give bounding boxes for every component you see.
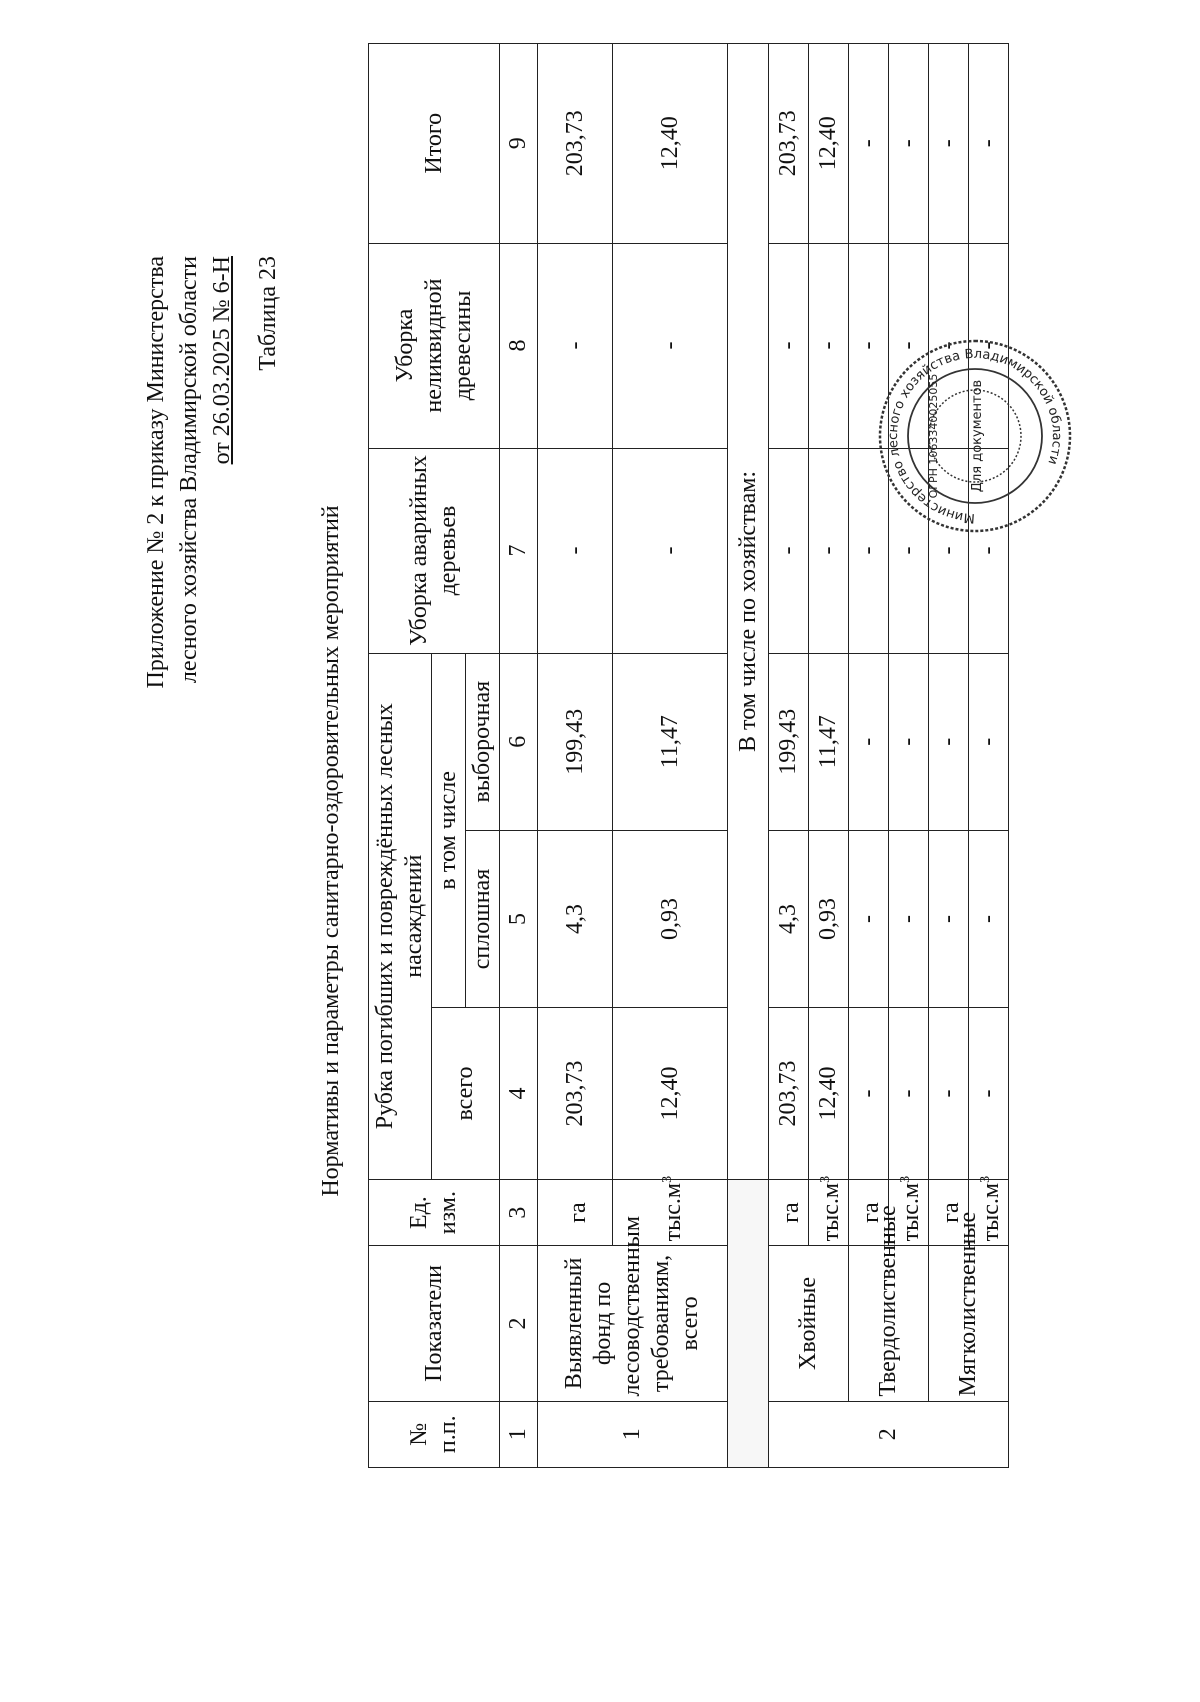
row-label: Хвойные [769, 1246, 849, 1401]
document-header [140, 256, 239, 688]
value-cell: - [849, 243, 889, 448]
value-cell: - [969, 448, 1009, 653]
value-cell: - [929, 448, 969, 653]
header-line-3: от 26.03.2025 № 6-Н [209, 256, 235, 465]
table-number: Таблица 23 [255, 256, 281, 371]
value-cell: 12,40 [613, 1008, 728, 1180]
value-cell: - [969, 653, 1009, 830]
value-cell: - [849, 44, 889, 244]
header-felling: Рубка погибших и повреждённых лесных насаждений [369, 653, 432, 1179]
header-line-1: Приложение № 2 к приказу Министерства [143, 256, 169, 689]
unit-text: тыс.м [818, 1182, 844, 1242]
header-selective: выборочная [466, 653, 500, 830]
unit-text: га [858, 1202, 884, 1223]
header-unit: Ед. изм. [369, 1179, 500, 1245]
value-cell: - [929, 243, 969, 448]
value-cell: - [889, 44, 929, 244]
unit-superscript: 3 [898, 1175, 913, 1183]
table-row [538, 44, 613, 1468]
value-cell: - [809, 448, 849, 653]
unit-cell [809, 1175, 849, 1245]
column-number-cell: 5 [500, 830, 538, 1007]
value-cell: - [613, 243, 728, 448]
value-cell: - [889, 653, 929, 830]
value-cell: 0,93 [809, 830, 849, 1007]
unit-cell [769, 1179, 809, 1245]
value-cell: - [809, 243, 849, 448]
value-cell: 203,73 [538, 1008, 613, 1180]
header-indicators: Показатели [369, 1246, 500, 1401]
value-cell: 12,40 [809, 44, 849, 244]
value-cell: - [849, 653, 889, 830]
value-cell: - [969, 1008, 1009, 1180]
header-clear: сплошная [466, 830, 500, 1007]
table-row [769, 44, 809, 1468]
value-cell: 203,73 [769, 44, 809, 244]
value-cell: 203,73 [538, 44, 613, 244]
column-numbers-row [500, 44, 538, 1468]
value-cell: 199,43 [769, 653, 809, 830]
row-num: 2 [769, 1401, 1009, 1467]
row-label: Мягколиственные [929, 1246, 1009, 1401]
unit-superscript: 3 [978, 1175, 993, 1183]
unit-superscript: 3 [659, 1175, 675, 1183]
column-number-cell: 2 [500, 1246, 538, 1401]
value-cell: - [849, 448, 889, 653]
column-number-cell: 4 [500, 1008, 538, 1180]
unit-text: тыс.м [659, 1182, 686, 1242]
value-cell: 199,43 [538, 653, 613, 830]
header-unliquid: Уборка неликвидной древесины [369, 243, 500, 448]
sanitary-measures-table [368, 43, 1009, 1468]
value-cell: - [849, 830, 889, 1007]
unit-cell [538, 1179, 613, 1245]
stamp-center: Для документов [970, 379, 985, 493]
column-number-cell: 6 [500, 653, 538, 830]
unit-text: га [778, 1202, 804, 1223]
value-cell: 11,47 [809, 653, 849, 830]
unit-text: тыс.м [978, 1182, 1004, 1242]
row-label: Выявленный фонд по лесоводственным требованиям, всего [538, 1246, 728, 1401]
value-cell: - [889, 1008, 929, 1180]
header-line-2: лесного хозяйства Владимирской области [176, 256, 202, 684]
value-cell: - [969, 243, 1009, 448]
unit-superscript: 3 [818, 1175, 833, 1183]
value-cell: - [929, 44, 969, 244]
official-stamp [875, 336, 1075, 536]
value-cell: 12,40 [613, 44, 728, 244]
value-cell: - [929, 830, 969, 1007]
value-cell: - [769, 448, 809, 653]
column-number-cell: 1 [500, 1401, 538, 1467]
row-label: Твердолиственные [849, 1246, 929, 1401]
header-including: в том числе [432, 653, 466, 1008]
value-cell: - [929, 653, 969, 830]
header-emergency: Уборка аварийных деревьев [369, 448, 500, 653]
value-cell: - [889, 830, 929, 1007]
value-cell: - [929, 1008, 969, 1180]
stamp-ring-text: Министерство лесного хозяйства Владимирской области [885, 346, 1065, 526]
value-cell: 4,3 [769, 830, 809, 1007]
column-number-cell: 9 [500, 44, 538, 244]
header-itogo: Итого [369, 44, 500, 244]
unit-text: га [938, 1202, 964, 1223]
document-page [50, 51, 1150, 1651]
value-cell: - [969, 44, 1009, 244]
value-cell: - [613, 448, 728, 653]
value-cell: - [969, 830, 1009, 1007]
column-number-cell: 7 [500, 448, 538, 653]
value-cell: - [769, 243, 809, 448]
header-num: № п.п. [369, 1401, 500, 1467]
value-cell: - [889, 448, 929, 653]
value-cell: 203,73 [769, 1008, 809, 1180]
group-heading: В том числе по хозяйствам: [728, 44, 769, 1180]
value-cell: - [538, 448, 613, 653]
value-cell: 11,47 [613, 653, 728, 830]
value-cell: 0,93 [613, 830, 728, 1007]
value-cell: - [538, 243, 613, 448]
value-cell: 4,3 [538, 830, 613, 1007]
column-number-cell: 3 [500, 1179, 538, 1245]
value-cell: - [849, 1008, 889, 1180]
table-row [849, 44, 889, 1468]
column-number-cell: 8 [500, 243, 538, 448]
blank-cell [728, 1179, 769, 1467]
row-num: 1 [538, 1401, 728, 1467]
table-row [929, 44, 969, 1468]
unit-text: тыс.м [898, 1182, 924, 1242]
unit-text: га [564, 1202, 591, 1223]
value-cell: 12,40 [809, 1008, 849, 1180]
stamp-ogrn: ОГРН 1063340025055 [927, 373, 940, 499]
value-cell: - [889, 243, 929, 448]
header-total-all: всего [432, 1008, 500, 1180]
unit-cell [889, 1175, 929, 1245]
unit-cell [969, 1175, 1009, 1245]
table-title: Нормативы и параметры санитарно-оздоровительных мероприятий [318, 505, 344, 1197]
group-heading-row [728, 44, 769, 1468]
